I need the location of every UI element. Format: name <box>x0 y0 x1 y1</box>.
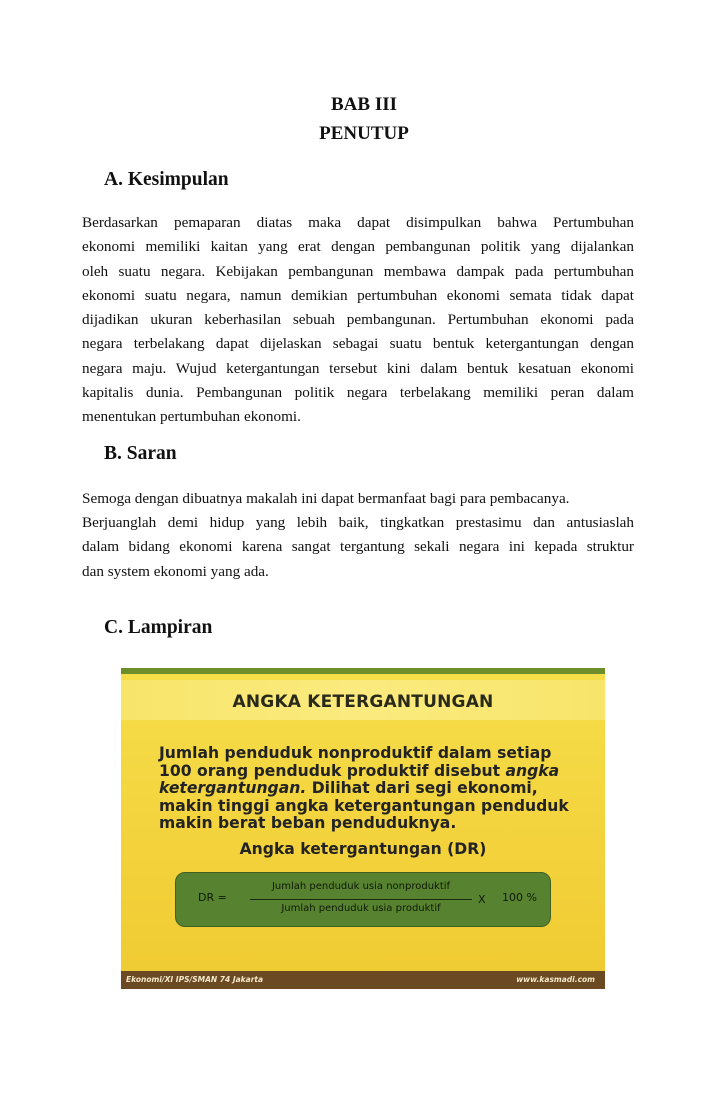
section-heading-kesimpulan: A. Kesimpulan <box>104 169 229 190</box>
chapter-title: PENUTUP <box>319 123 409 144</box>
text-line: ekonomi memiliki kaitan yang erat dengan pembangunan politik yang dijalankan <box>82 238 634 256</box>
slide-title: ANGKA KETERGANTUNGAN <box>232 692 494 712</box>
lampiran-slide-image <box>121 668 605 989</box>
text-line: dijadikan ukuran keberhasilan sebuah pembangunan. Pertumbuhan ekonomi pada <box>82 311 634 329</box>
section-heading-saran: B. Saran <box>104 443 177 464</box>
kesimpulan-paragraph <box>82 211 634 430</box>
text-line: negara terbelakang dapat dijelaskan sebagai suatu bentuk ketergantungan dengan <box>82 335 634 353</box>
text-line: ekonomi suatu negara, namun demikian pertumbuhan ekonomi semata tidak dapat <box>82 286 634 304</box>
text-line: oleh suatu negara. Kebijakan pembangunan membawa dampak pada pertumbuhan <box>82 262 634 280</box>
formula-denominator: Jumlah penduduk usia produktif <box>281 903 441 914</box>
formula-percent: 100 % <box>502 891 537 904</box>
text-line: dan system ekonomi yang ada. <box>82 562 269 580</box>
slide-italic-term: angka <box>505 761 560 780</box>
chapter-heading <box>0 90 728 148</box>
text-line: dalam bidang ekonomi karena sangat tergantung sekali negara ini kepada struktur <box>82 538 634 556</box>
slide-footer-website: www.kasmadi.com <box>516 975 595 984</box>
slide-text-line: Jumlah penduduk nonproduktif dalam setiap <box>159 744 552 762</box>
formula-box <box>175 872 551 927</box>
chapter-number: BAB III <box>331 94 397 115</box>
fraction-bar <box>250 899 472 900</box>
saran-paragraph-1 <box>82 487 634 511</box>
formula-lhs: DR = <box>198 891 227 904</box>
slide-text-line: makin berat beban penduduknya. <box>159 814 457 833</box>
text-line: menentukan pertumbuhan ekonomi. <box>82 408 301 426</box>
text-line: kapitalis dunia. Pembangunan politik negara terbelakang memiliki peran dalam <box>82 384 634 402</box>
section-heading-lampiran: C. Lampiran <box>104 617 213 638</box>
text-line: Berjuanglah demi hidup yang lebih baik, tingkatkan prestasimu dan antusiaslah <box>82 514 634 531</box>
text-line: Berdasarkan pemaparan diatas maka dapat disimpulkan bahwa Pertumbuhan <box>82 214 634 231</box>
slide-italic-term: ketergantungan. <box>159 779 307 798</box>
slide-body-text <box>159 745 589 833</box>
text-line: Semoga dengan dibuatnya makalah ini dapat bermanfaat bagi para pembacanya. <box>82 490 570 507</box>
slide-text-line: makin tinggi angka ketergantungan penduduk <box>159 796 569 815</box>
slide-text-line: 100 orang penduduk produktif disebut angka <box>159 761 560 780</box>
formula-times: X <box>478 893 486 906</box>
slide-footer <box>121 971 605 989</box>
formula-numerator: Jumlah penduduk usia nonproduktif <box>271 881 451 892</box>
slide-text-line: ketergantungan. Dilihat dari segi ekonomi, <box>159 779 538 798</box>
saran-paragraph-2 <box>82 511 634 584</box>
text-line: negara maju. Wujud ketergantungan tersebut kini dalam bentuk kesatuan ekonomi <box>82 359 634 377</box>
slide-subtitle: Angka ketergantungan (DR) <box>239 840 487 858</box>
slide-footer-source: Ekonomi/XI IPS/SMAN 74 Jakarta <box>126 975 264 984</box>
